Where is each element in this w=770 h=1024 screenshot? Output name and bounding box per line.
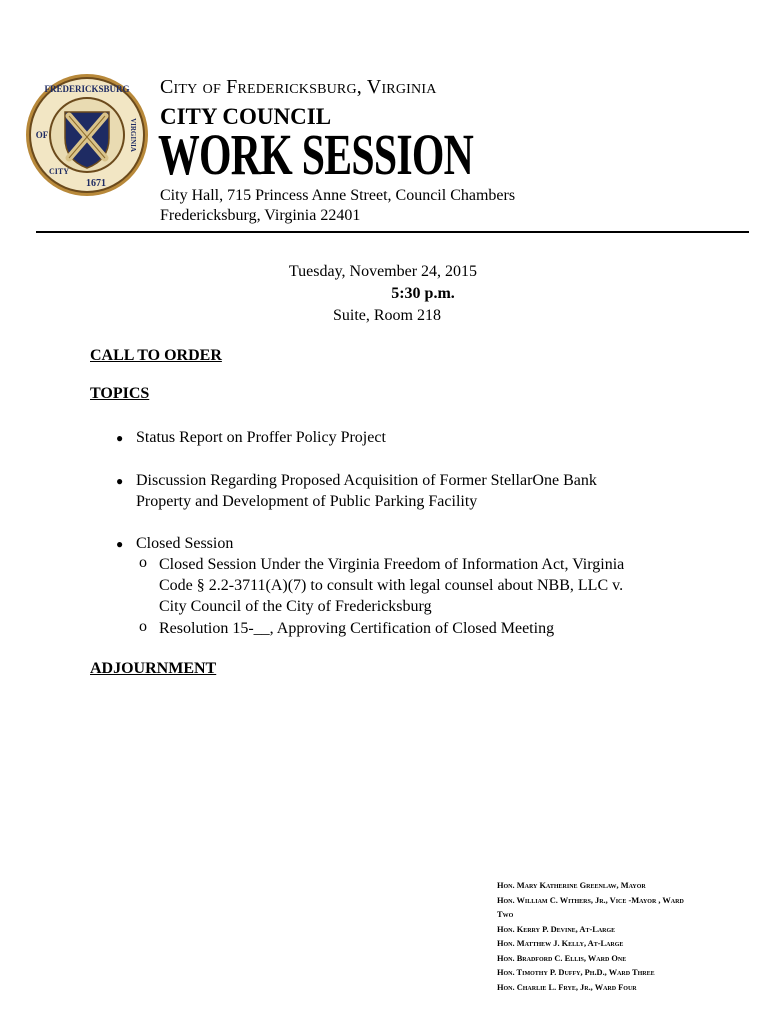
sub-topic-item: Resolution 15-__, Approving Certification of Closed Meeting [159, 620, 555, 637]
council-member: Hon. Matthew J. Kelly, At-Large [497, 939, 624, 948]
topic-item-continued: Property and Development of Public Parking Facility [136, 493, 478, 510]
meeting-time: 5:30 p.m. [391, 285, 455, 302]
meeting-date: Tuesday, November 24, 2015 [288, 263, 478, 280]
document-title: WORK SESSION [158, 122, 474, 187]
council-name: CITY COUNCIL [160, 104, 332, 129]
council-member: Hon. Mary Katherine Greenlaw, Mayor [497, 881, 646, 890]
address-line-2: Fredericksburg, Virginia 22401 [160, 207, 361, 224]
council-member: Hon. Kerry P. Devine, At-Large [497, 924, 616, 934]
council-member: Hon. Timothy P. Duffy, Ph.D., Ward Three [497, 968, 655, 977]
council-member: Hon. Bradford C. Ellis, Ward One [497, 953, 627, 963]
council-member-continued: Two [497, 910, 514, 919]
seal-text-right: VIRGINIA [129, 118, 137, 152]
seal-text-top: FREDERICKSBURG [44, 84, 130, 94]
seal-text-bottom: CITY [48, 167, 70, 176]
sub-bullet-icon: o [139, 554, 147, 571]
topic-item: Discussion Regarding Proposed Acquisition of Former StellarOne Bank [136, 472, 597, 489]
section-topics: TOPICS [90, 385, 150, 402]
seal-text-left: OF [35, 130, 49, 140]
sub-topic-item-continued: Code § 2.2-3711(A)(7) to consult with legal counsel about NBB, LLC v. [159, 577, 624, 594]
council-member-list [497, 879, 747, 995]
seal-year: 1671 [86, 178, 106, 189]
bullet-icon: ● [116, 537, 124, 551]
topic-item: Closed Session [136, 535, 234, 552]
meeting-room: Suite, Room 218 [332, 307, 441, 324]
address-line-1: City Hall, 715 Princess Anne Street, Council Chambers [160, 187, 516, 204]
sub-topic-item: Closed Session Under the Virginia Freedom of Information Act, Virginia [159, 556, 625, 573]
bullet-icon: ● [116, 474, 124, 488]
header-divider [36, 231, 749, 233]
council-member: Hon. Charlie L. Frye, Jr., Ward Four [497, 982, 637, 992]
city-name: City of Fredericksburg, Virginia [160, 76, 437, 98]
city-seal-icon [24, 72, 150, 198]
bullet-icon: ● [116, 431, 124, 445]
council-member: Hon. William C. Withers, Jr., Vice -Mayor , Ward [497, 895, 684, 905]
sub-topic-item-continued: City Council of the City of Fredericksburg [159, 598, 432, 615]
section-adjournment: ADJOURNMENT [90, 660, 217, 677]
topic-item: Status Report on Proffer Policy Project [136, 429, 386, 446]
sub-bullet-icon: o [139, 618, 147, 635]
section-call-to-order: CALL TO ORDER [90, 347, 222, 364]
